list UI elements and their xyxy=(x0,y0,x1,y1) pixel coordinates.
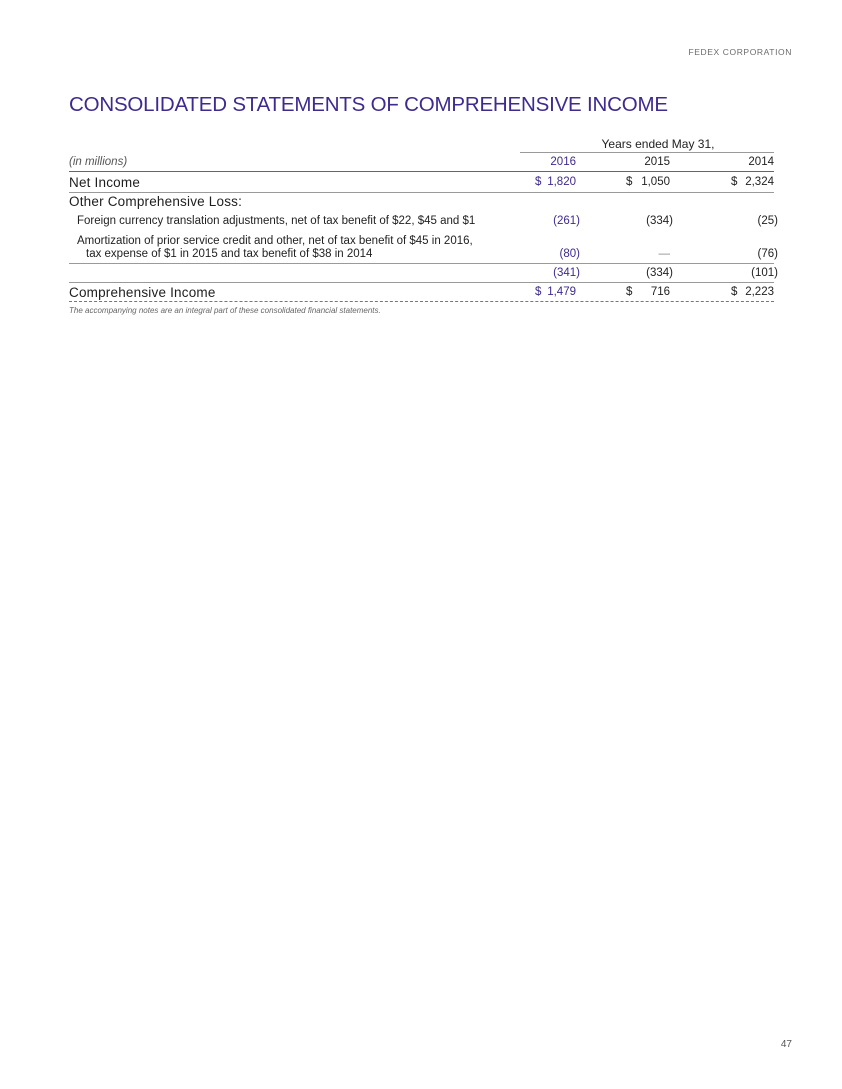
net-income-dollar-2016: $ xyxy=(535,176,542,188)
amortization-label-line1: Amortization of prior service credit and other, net of tax benefit of $45 in 2016, xyxy=(77,235,473,247)
page-number: 47 xyxy=(780,1039,792,1050)
net-income-label: Net Income xyxy=(69,175,141,190)
amortization-2014: (76) xyxy=(757,248,778,260)
net-income-rule xyxy=(69,192,774,193)
header-rule xyxy=(69,171,774,172)
subtotal-2016: (341) xyxy=(553,267,580,279)
net-income-dollar-2015: $ xyxy=(626,176,633,188)
comprehensive-income-dollar-2014: $ xyxy=(731,286,738,298)
amortization-label-line2: tax expense of $1 in 2015 and tax benefit of $38 in 2014 xyxy=(86,248,373,260)
amortization-2016: (80) xyxy=(559,248,580,260)
units-label: (in millions) xyxy=(69,156,128,168)
foreign-currency-2015: (334) xyxy=(646,215,673,227)
foreign-currency-2016: (261) xyxy=(553,215,580,227)
comprehensive-income-rule xyxy=(69,301,774,302)
comprehensive-income-dollar-2015: $ xyxy=(626,286,633,298)
foreign-currency-2014: (25) xyxy=(757,215,778,227)
comprehensive-income-2016: 1,479 xyxy=(547,286,576,298)
net-income-2014: 2,324 xyxy=(745,176,774,188)
comprehensive-income-dollar-2016: $ xyxy=(535,286,542,298)
subtotal-rule xyxy=(69,282,774,283)
footnote: The accompanying notes are an integral part of these consolidated financial statements. xyxy=(69,306,381,315)
foreign-currency-label: Foreign currency translation adjustments, net of tax benefit of $22, $45 and $1 xyxy=(77,215,476,227)
net-income-2015: 1,050 xyxy=(641,176,670,188)
comprehensive-income-label: Comprehensive Income xyxy=(69,285,216,300)
column-header-2016: 2016 xyxy=(550,156,576,168)
subtotal-2015: (334) xyxy=(646,267,673,279)
net-income-dollar-2014: $ xyxy=(731,176,738,188)
amortization-rule xyxy=(69,263,774,264)
amortization-2015: — xyxy=(658,248,670,260)
column-header-2014: 2014 xyxy=(748,156,774,168)
comprehensive-income-2015: 716 xyxy=(650,286,670,298)
running-head: FEDEX CORPORATION xyxy=(688,47,792,57)
period-header: Years ended May 31, xyxy=(601,137,715,151)
page-title: CONSOLIDATED STATEMENTS OF COMPREHENSIVE INCOME xyxy=(69,93,668,116)
column-header-2015: 2015 xyxy=(644,156,670,168)
comprehensive-income-2014: 2,223 xyxy=(745,286,774,298)
period-header-rule xyxy=(520,152,774,153)
subtotal-2014: (101) xyxy=(751,267,778,279)
other-loss-label: Other Comprehensive Loss: xyxy=(69,194,243,209)
net-income-2016: 1,820 xyxy=(547,176,576,188)
